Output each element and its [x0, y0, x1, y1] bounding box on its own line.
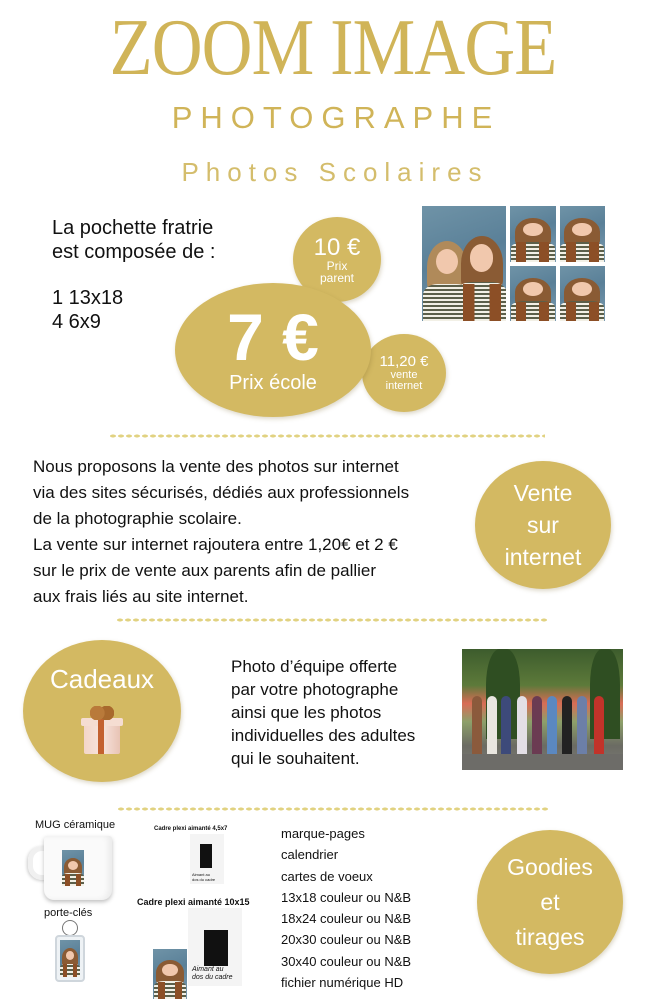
child-figure	[461, 236, 503, 321]
internet-line: La vente sur internet rajoutera entre 1,20€ et 2 €	[33, 535, 398, 554]
gift-icon	[81, 706, 123, 754]
fratrie-thumbnail	[510, 266, 556, 322]
fratrie-thumbnail	[560, 266, 606, 322]
internet-line: aux frais liés au site internet.	[33, 587, 249, 606]
cadeaux-line: qui le souhaitent.	[231, 749, 360, 768]
goodies-item: 30x40 couleur ou N&B	[281, 953, 412, 969]
price-parent-label: parent	[319, 270, 355, 285]
cadeaux-line: par votre photographe	[231, 680, 399, 699]
keychain-label: porte-clés	[44, 907, 93, 919]
badge-line: et	[540, 888, 560, 915]
badge-vente-internet	[475, 461, 611, 589]
mug-image	[28, 836, 114, 900]
frame-big-back	[188, 908, 242, 986]
badge-line: Goodies	[507, 853, 593, 880]
pochette-intro	[52, 216, 215, 264]
badge-cadeaux	[23, 640, 181, 782]
wavy-separator	[110, 433, 545, 439]
cadeaux-line: ainsi que les photos	[231, 703, 382, 722]
price-internet-label: internet	[385, 380, 423, 392]
magnet-icon	[200, 844, 212, 868]
internet-line: via des sites sécurisés, dédiés aux professionnels	[33, 483, 410, 502]
frame-small-back	[190, 834, 224, 884]
fratrie-main-photo	[422, 206, 506, 321]
badge-cadeaux-label: Cadeaux	[49, 664, 155, 694]
internet-line: sur le prix de vente aux parents afin de pallier	[33, 561, 377, 580]
badge-line: Vente	[513, 480, 573, 506]
goodies-item: 18x24 couleur ou N&B	[281, 911, 412, 927]
pochette-item: 1 13x18	[52, 287, 124, 309]
price-badge-internet	[362, 334, 446, 412]
badge-line: internet	[504, 544, 582, 570]
badge-line: tirages	[515, 923, 585, 950]
cadeaux-line: Photo d’équipe offerte	[231, 657, 398, 676]
internet-description	[33, 454, 409, 610]
internet-line: de la photographie scolaire.	[33, 509, 242, 528]
goodies-item: calendrier	[281, 847, 339, 863]
price-parent-amount: 10 €	[313, 233, 361, 261]
cadeaux-line: individuelles des adultes	[231, 726, 416, 745]
price-badge-ecole	[175, 283, 371, 417]
price-parent-label: Prix	[326, 258, 348, 273]
internet-line: Nous proposons la vente des photos sur internet	[33, 457, 399, 476]
pochette-items	[52, 286, 123, 334]
fratrie-thumbnail	[560, 206, 606, 262]
keychain-image	[55, 935, 85, 982]
magnet-note: Aimant au	[192, 872, 211, 877]
badge-line: sur	[527, 512, 559, 538]
cadeaux-description	[231, 655, 415, 770]
team-photo	[462, 649, 623, 770]
goodies-item: fichier numérique HD	[281, 975, 404, 991]
frame-small-label: Cadre plexi aimanté 4,5x7	[154, 826, 228, 832]
price-ecole-amount: 7 €	[227, 300, 319, 374]
price-ecole-label: Prix école	[229, 372, 317, 394]
brand-tagline: Photos Scolaires	[181, 157, 489, 187]
price-internet-label: vente	[390, 369, 418, 381]
goodies-item: cartes de voeux	[281, 868, 373, 884]
pochette-intro-line: est composée de :	[52, 241, 216, 263]
magnet-icon	[204, 930, 228, 966]
goodies-item: 20x30 couleur ou N&B	[281, 932, 412, 948]
brand-subtitle: PHOTOGRAPHE	[171, 100, 501, 135]
magnet-note: Aimant au	[192, 966, 224, 973]
frame-big-label: Cadre plexi aimanté 10x15	[137, 897, 250, 907]
magnet-note: dos du cadre	[192, 877, 216, 882]
wavy-separator	[118, 806, 550, 812]
wavy-separator	[117, 617, 549, 623]
frame-small-photo	[153, 949, 187, 999]
fratrie-thumbnail-grid	[510, 206, 605, 321]
price-internet-amount: 11,20 €	[379, 353, 429, 370]
magnet-note: dos du cadre	[192, 974, 233, 981]
brand-logo: ZOOM IMAGE	[109, 4, 557, 92]
goodies-list	[281, 823, 411, 993]
goodies-item: marque-pages	[281, 826, 365, 841]
badge-goodies-tirages	[477, 830, 623, 974]
pochette-item: 4 6x9	[52, 311, 101, 333]
keyring-icon	[62, 920, 78, 936]
pochette-intro-line: La pochette fratrie	[52, 217, 214, 239]
goodies-item: 13x18 couleur ou N&B	[281, 889, 412, 905]
fratrie-thumbnail	[510, 206, 556, 262]
mug-label: MUG céramique	[35, 819, 116, 831]
